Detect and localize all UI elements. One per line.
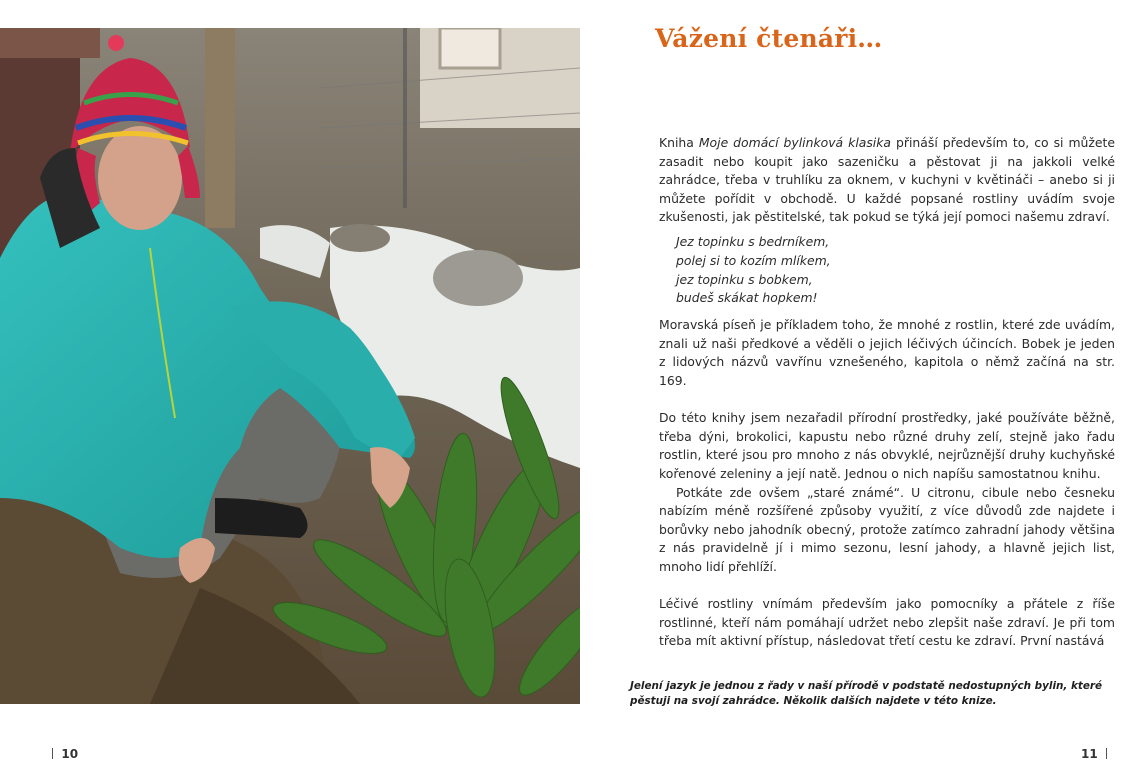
page-number-right [1081,747,1107,761]
book-title: Moje domácí bylinková klasika [698,135,892,150]
intro-paragraph [659,134,1115,227]
page-number: 10 [61,747,79,761]
poem-line: budeš skákat hopkem! [676,290,818,306]
garden-photo [0,28,580,704]
paragraph: Potkáte zde ovšem „staré známé“. U citronu, cibule nebo česneku nabízím méně rozšířené způsoby využití, z více důvodů zde najdete i borůvky nebo jahodník obecný, protože zatímco zahradní jahody většina z nás pravidelně jí i mimo sezonu, lesní jahody, a hlavně jejich list, mnoho lidí přehlíží. [659,484,1115,574]
poem-line: Jez topinku s bedrníkem, [676,233,830,249]
page-number-left [52,747,78,761]
poem [676,233,1115,308]
paragraph: Do této knihy jsem nezařadil přírodní prostředky, jaké používáte běžně, třeba dýni, brokolici, kapustu nebo různé druhy zelí, stejně jako řadu rostlin, které jsou pro mnoho z nás obvyklé, nejrůznější druhy kuchyňské kořenové zeleniny a její natě. Jednou o nich napíšu samostatnou knihu. [659,410,1115,481]
folio-divider [1106,748,1107,759]
poem-line: polej si to kozím mlíkem, [676,252,831,268]
poem-line: jez topinku s bobkem, [676,271,813,287]
page-title: Vážení čtenáři… [655,24,883,53]
body-text [659,134,1115,651]
paragraph: Moravská píseň je příkladem toho, že mnohé z rostlin, které zde uvádím, znali už naši předkové a věděli o jejich léčivých účincích. Bobek je jeden z lidových názvů vavřínu vznešeného, kapitola o němž začíná na str. 169. [659,317,1115,388]
intro-prefix: Kniha [659,135,699,150]
photo-caption: Jelení jazyk je jednou z řady v naší přírodě v podstatě nedostupných bylin, které pěstuji na svojí zahrádce. Několik dalších najdete v této knize. [630,680,1103,707]
folio-divider [52,748,53,759]
page-number: 11 [1081,747,1098,761]
intro-rest: přináší především to, co si můžete zasadit nebo koupit jako sazeničku a pěstovat ji na jakkoli velké zahrádce, třeba v truhlíku za oknem, v kuchyni v květináči – anebo si ji můžete pořídit v obchodě. U každé popsané rostliny uvádím svoje zkušenosti, jak pěstitelské, tak pokud se týká její pomoci našemu zdraví. [659,135,1115,225]
paragraph: Léčivé rostliny vnímám především jako pomocníky a přátele z říše rostlinné, kteří nám pomáhají udržet nebo zlepšit naše zdraví. Je při tom třeba mít aktivní přístup, následovat třetí cestu ke zdraví. První nastává [659,596,1115,649]
